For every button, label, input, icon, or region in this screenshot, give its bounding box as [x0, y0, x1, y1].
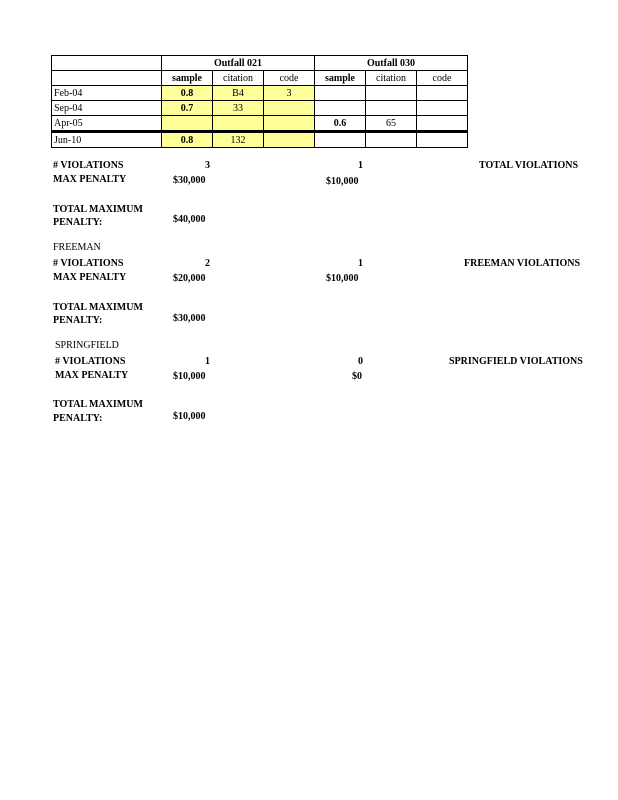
total-violations-030: 1: [358, 160, 363, 171]
springfield-violations-021: 1: [205, 356, 210, 367]
freeman-total-maximum-label: TOTAL MAXIMUM: [53, 302, 143, 313]
subheader-citation-030: citation: [366, 71, 417, 86]
cell-citation-030: [366, 132, 417, 148]
row-date: Apr-05: [52, 116, 162, 132]
freeman-penalty-caption: PENALTY:: [53, 315, 103, 326]
cell-code-021: 3: [264, 86, 315, 101]
total-violations-right-label: TOTAL VIOLATIONS: [479, 160, 579, 171]
subheader-sample-030: sample: [315, 71, 366, 86]
springfield-penalty-021: $10,000: [173, 371, 206, 382]
table-row: [52, 86, 468, 101]
row-date: Feb-04: [52, 86, 162, 101]
subheader-row: [52, 71, 468, 86]
cell-code-030: [417, 86, 468, 101]
table-row: [52, 101, 468, 116]
freeman-max-penalty-label: MAX PENALTY: [53, 272, 127, 283]
cell-code-030: [417, 132, 468, 148]
springfield-max-penalty-label: MAX PENALTY: [55, 370, 129, 381]
springfield-penalty-030: $0: [352, 371, 362, 382]
row-date: Sep-04: [52, 101, 162, 116]
cell-citation-030: [366, 101, 417, 116]
cell-sample-021: 0.7: [162, 101, 213, 116]
cell-citation-030: 65: [366, 116, 417, 132]
cell-sample-030: [315, 132, 366, 148]
freeman-penalty-021: $20,000: [173, 273, 206, 284]
springfield-total-maximum-label: TOTAL MAXIMUM: [53, 399, 143, 410]
freeman-violations-label: # VIOLATIONS: [53, 258, 124, 269]
cell-code-030: [417, 116, 468, 132]
cell-citation-021: 33: [213, 101, 264, 116]
springfield-violations-030: 0: [358, 356, 363, 367]
row-date: Jun-10: [52, 132, 162, 148]
freeman-penalty-030: $10,000: [326, 273, 359, 284]
freeman-violations-right-label: FREEMAN VIOLATIONS: [464, 258, 581, 269]
springfield-penalty-caption: PENALTY:: [53, 413, 103, 424]
total-penalty-caption: PENALTY:: [53, 217, 103, 228]
total-penalty-021: $30,000: [173, 175, 206, 186]
cell-code-021: [264, 116, 315, 132]
outfall-sample-table: [51, 55, 468, 148]
subheader-citation-021: citation: [213, 71, 264, 86]
corner-cell-2: [52, 71, 162, 86]
total-violations-label: # VIOLATIONS: [53, 160, 124, 171]
cell-citation-021: 132: [213, 132, 264, 148]
table-row: [52, 116, 468, 132]
cell-code-021: [264, 101, 315, 116]
freeman-violations-021: 2: [205, 258, 210, 269]
outfall-header-row: [52, 56, 468, 71]
subheader-code-030: code: [417, 71, 468, 86]
cell-citation-021: B4: [213, 86, 264, 101]
cell-sample-030: 0.6: [315, 116, 366, 132]
total-penalty-030: $10,000: [326, 176, 359, 187]
cell-sample-021: 0.8: [162, 132, 213, 148]
freeman-title: FREEMAN: [53, 242, 101, 253]
total-violations-021: 3: [205, 160, 210, 171]
total-maximum-value: $40,000: [173, 214, 206, 225]
corner-cell: [52, 56, 162, 71]
springfield-title: SPRINGFIELD: [55, 340, 119, 351]
springfield-total-value: $10,000: [173, 411, 206, 422]
cell-code-021: [264, 132, 315, 148]
cell-code-030: [417, 101, 468, 116]
outfall-030-header: Outfall 030: [315, 56, 468, 71]
subheader-code-021: code: [264, 71, 315, 86]
cell-sample-021: 0.8: [162, 86, 213, 101]
freeman-total-value: $30,000: [173, 313, 206, 324]
cell-sample-021: [162, 116, 213, 132]
subheader-sample-021: sample: [162, 71, 213, 86]
cell-citation-030: [366, 86, 417, 101]
springfield-violations-right-label: SPRINGFIELD VIOLATIONS: [449, 356, 583, 367]
total-max-penalty-label: MAX PENALTY: [53, 174, 127, 185]
table-row: [52, 132, 468, 148]
total-maximum-label: TOTAL MAXIMUM: [53, 204, 143, 215]
outfall-021-header: Outfall 021: [162, 56, 315, 71]
springfield-violations-label: # VIOLATIONS: [55, 356, 126, 367]
cell-citation-021: [213, 116, 264, 132]
freeman-violations-030: 1: [358, 258, 363, 269]
cell-sample-030: [315, 86, 366, 101]
cell-sample-030: [315, 101, 366, 116]
